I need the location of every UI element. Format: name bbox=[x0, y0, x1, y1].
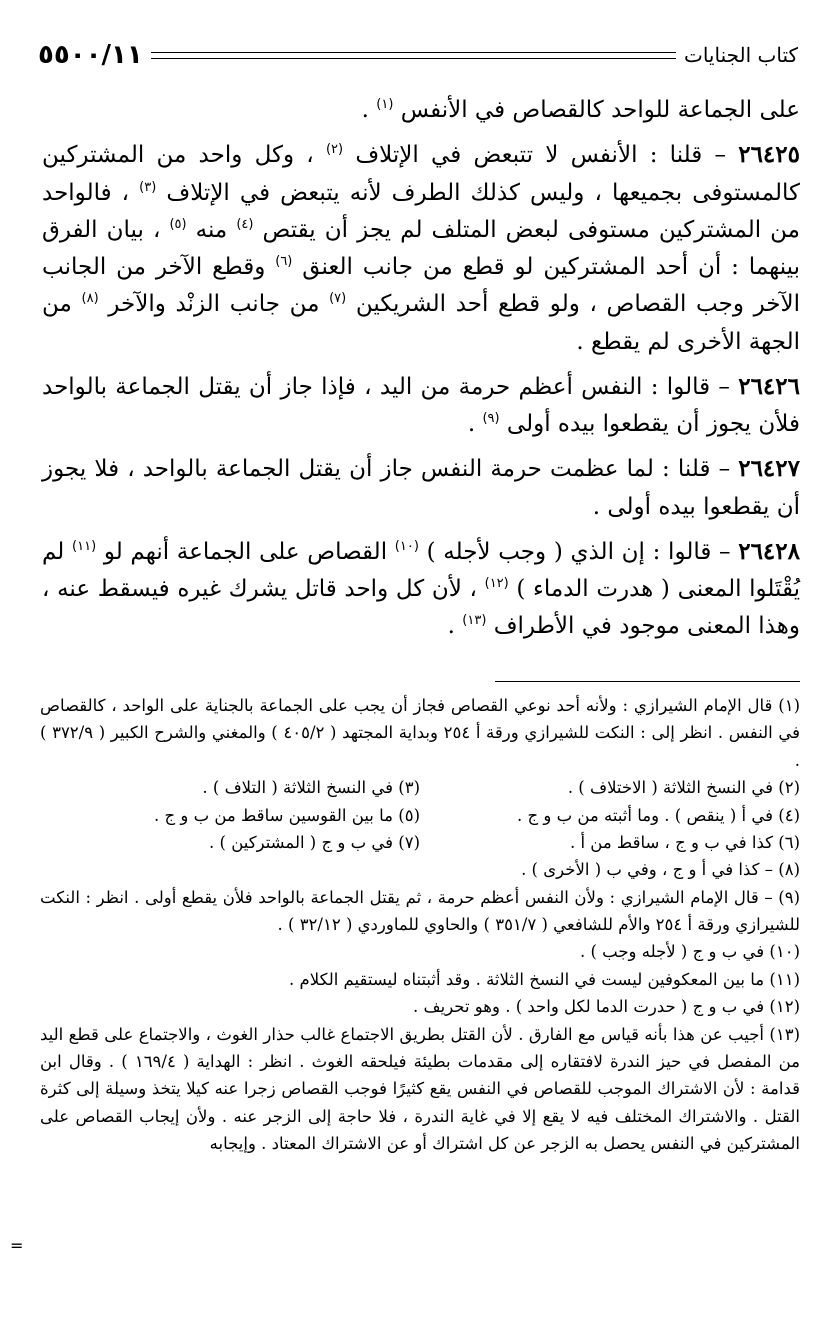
footnote-11: (١١) ما بين المعكوفين ليست في النسخ الثلاثة . وقد أثبتناه ليستقيم الكلام . bbox=[289, 969, 800, 989]
footnote-row bbox=[40, 829, 800, 856]
footnote-ref[interactable]: (٥) bbox=[169, 216, 187, 232]
footnote-ref[interactable]: (٢) bbox=[325, 142, 344, 158]
footnote-2: (٢) في النسخ الثلاثة ( الاختلاف ) . bbox=[567, 778, 800, 798]
paragraph-26426: ٢٦٤٢٦ – قالوا : النفس أعظم حرمة من اليد ، فإذا جاز أن يقتل الجماعة بالواحد فلأن يجوز أن يقطعوا بيده أولى $^{(٩)}$ . bbox=[42, 372, 800, 437]
paragraph-number: ٢٦٤٢٥ bbox=[738, 141, 800, 169]
footnote-ref[interactable]: (٧) bbox=[329, 291, 347, 307]
continuation-mark: = bbox=[10, 1236, 24, 1255]
paragraph-continuation: على الجماعة للواحد كالقصاص في الأنفس $^{(١)}$ . bbox=[361, 97, 800, 123]
footnote-ref[interactable]: (١) bbox=[376, 97, 394, 112]
footnote-ref[interactable]: (٩) bbox=[482, 411, 500, 426]
footnote-ref[interactable]: (٤) bbox=[236, 216, 254, 232]
footnote-ref[interactable]: (١٢) bbox=[484, 576, 509, 591]
footnote-7: (٧) في ب و ج ( المشتركين ) . bbox=[209, 832, 420, 852]
footnote-ref[interactable]: (٦) bbox=[275, 254, 293, 269]
paragraph-26428: ٢٦٤٢٨ – قالوا : إن الذي ( وجب لأجله ) $^{(١٠)}$ القصاص على الجماعة أنهم لو $^{(١١)}$ لم يُقْتَلوا المعنى ( هدرت الدماء ) $^{(١٢)}$ ، لأن كل واحد قاتل يشرك غيره فيسقط عنه ، وهذا المعنى موجود في الأطراف $^{(١٣)}$ . bbox=[42, 537, 800, 640]
paragraph-number: ٢٦٤٢٧ bbox=[738, 455, 800, 483]
footnote-ref[interactable]: (٨) bbox=[81, 291, 99, 307]
footnote-3: (٣) في النسخ الثلاثة ( التلاف ) . bbox=[202, 778, 420, 798]
footnote-1: (١) قال الإمام الشيرازي : ولأنه أحد نوعي القصاص فجاز أن يجب على الجماعة بالجناية على الواحد ، كالقصاص في النفس . انظر إلى : النكت للشيرازي ورقة أ ٢٥٤ وبداية المجتهد ( ٤٠٥/٢ ) والمغني والشرح الكبير ( ٣٧٢/٩ ) . bbox=[40, 696, 800, 770]
footnote-6: (٦) كذا في ب و ج ، ساقط من أ . bbox=[569, 832, 800, 852]
footnote-ref[interactable]: (٣) bbox=[139, 179, 157, 195]
footnote-row bbox=[40, 802, 800, 829]
page-header bbox=[38, 38, 798, 72]
footnote-ref[interactable]: (١٠) bbox=[394, 538, 419, 554]
paragraph-26425: ٢٦٤٢٥ – قلنا : الأنفس لا تتبعض في الإتلاف $^{(٢)}$ ، وكل واحد من المشتركين كالمستوفى بجميعها ، وليس كذلك الطرف لأنه يتبعض في الإتلاف $^{(٣)}$ ، فالواحد من المشتركين مستوفى لبعض المتلف لم يجز أن يقتص $^{(٤)}$ منه $^{(٥)}$ ، بيان الفرق بينهما : أن أحد المشتركين لو قطع من جانب العنق $^{(٦)}$ وقطع الآخر من الجانب الآخر وجب القصاص ، ولو قطع أحد الشريكين $^{(٧)}$ من جانب الزنْد والآخر $^{(٨)}$ من الجهة الأخرى لم يقطع . bbox=[42, 141, 800, 355]
book-title: كتاب الجنايات bbox=[683, 43, 798, 67]
footnote-12: (١٢) في ب و ج ( حدرت الدما لكل واحد ) . وهو تحريف . bbox=[413, 997, 800, 1017]
paragraph-number: ٢٦٤٢٦ bbox=[738, 372, 800, 400]
header-rule bbox=[151, 52, 676, 59]
footnote-9: (٩) – قال الإمام الشيرازي : ولأن النفس أعظم حرمة ، ثم يقتل الجماعة بالواحد فلأن يقطع أولى . انظر : النكت للشيرازي ورقة أ ٢٥٤ والأم للشافعي ( ٣٥١/٧ ) والحاوي للماوردي ( ٣٢/١٢ ) . bbox=[40, 887, 800, 934]
footnote-ref[interactable]: (١١) bbox=[72, 538, 97, 554]
footnote-5: (٥) ما بين القوسين ساقط من ب و ج . bbox=[154, 805, 420, 825]
page-number: ٥٥٠٠/١١ bbox=[38, 40, 143, 70]
paragraph-number: ٢٦٤٢٨ bbox=[738, 537, 800, 565]
main-text bbox=[42, 92, 800, 653]
footnote-divider bbox=[495, 681, 800, 682]
paragraph-26427: ٢٦٤٢٧ – قلنا : لما عظمت حرمة النفس جاز أن يقتل الجماعة بالواحد ، فلا يجوز أن يقطعوا بيده أولى . bbox=[42, 455, 800, 520]
footnote-row bbox=[40, 774, 800, 801]
footnote-13: (١٣) أجيب عن هذا بأنه قياس مع الفارق . لأن القتل بطريق الاجتماع غالب حذار الغوث ، والاجتماع على قطع اليد من المفصل في حيز الندرة لافتقاره إلى مقدمات بطيئة فيلحقه الغوث . انظر : الهداية ( ١٦٩/٤ ) . وقال ابن قدامة : لأن الاشتراك الموجب للقصاص في النفس يقع كثيرًا فوجب القصاص زجرا عنه كيلا يتخذ وسيلة إلى كثرة القتل . والاشتراك المختلف فيه لا يقع إلا في غاية الندرة ، فلا حاجة إلى الزجر عنه . ولأن إيجاب القصاص على المشتركين في النفس يحصل به الزجر عن كل اشتراك أو عن الاشتراك المعتاد . وإيجابه bbox=[40, 1024, 800, 1153]
footnote-ref[interactable]: (١٣) bbox=[462, 613, 487, 629]
footnote-8: (٨) – كذا في أ و ج ، وفي ب ( الأخرى ) . bbox=[521, 860, 800, 880]
footnote-10: (١٠) في ب و ج ( لأجله وجب ) . bbox=[579, 942, 800, 962]
footnotes bbox=[40, 692, 800, 1157]
footnote-4: (٤) في أ ( ينقص ) . وما أثبته من ب و ج . bbox=[516, 805, 800, 825]
